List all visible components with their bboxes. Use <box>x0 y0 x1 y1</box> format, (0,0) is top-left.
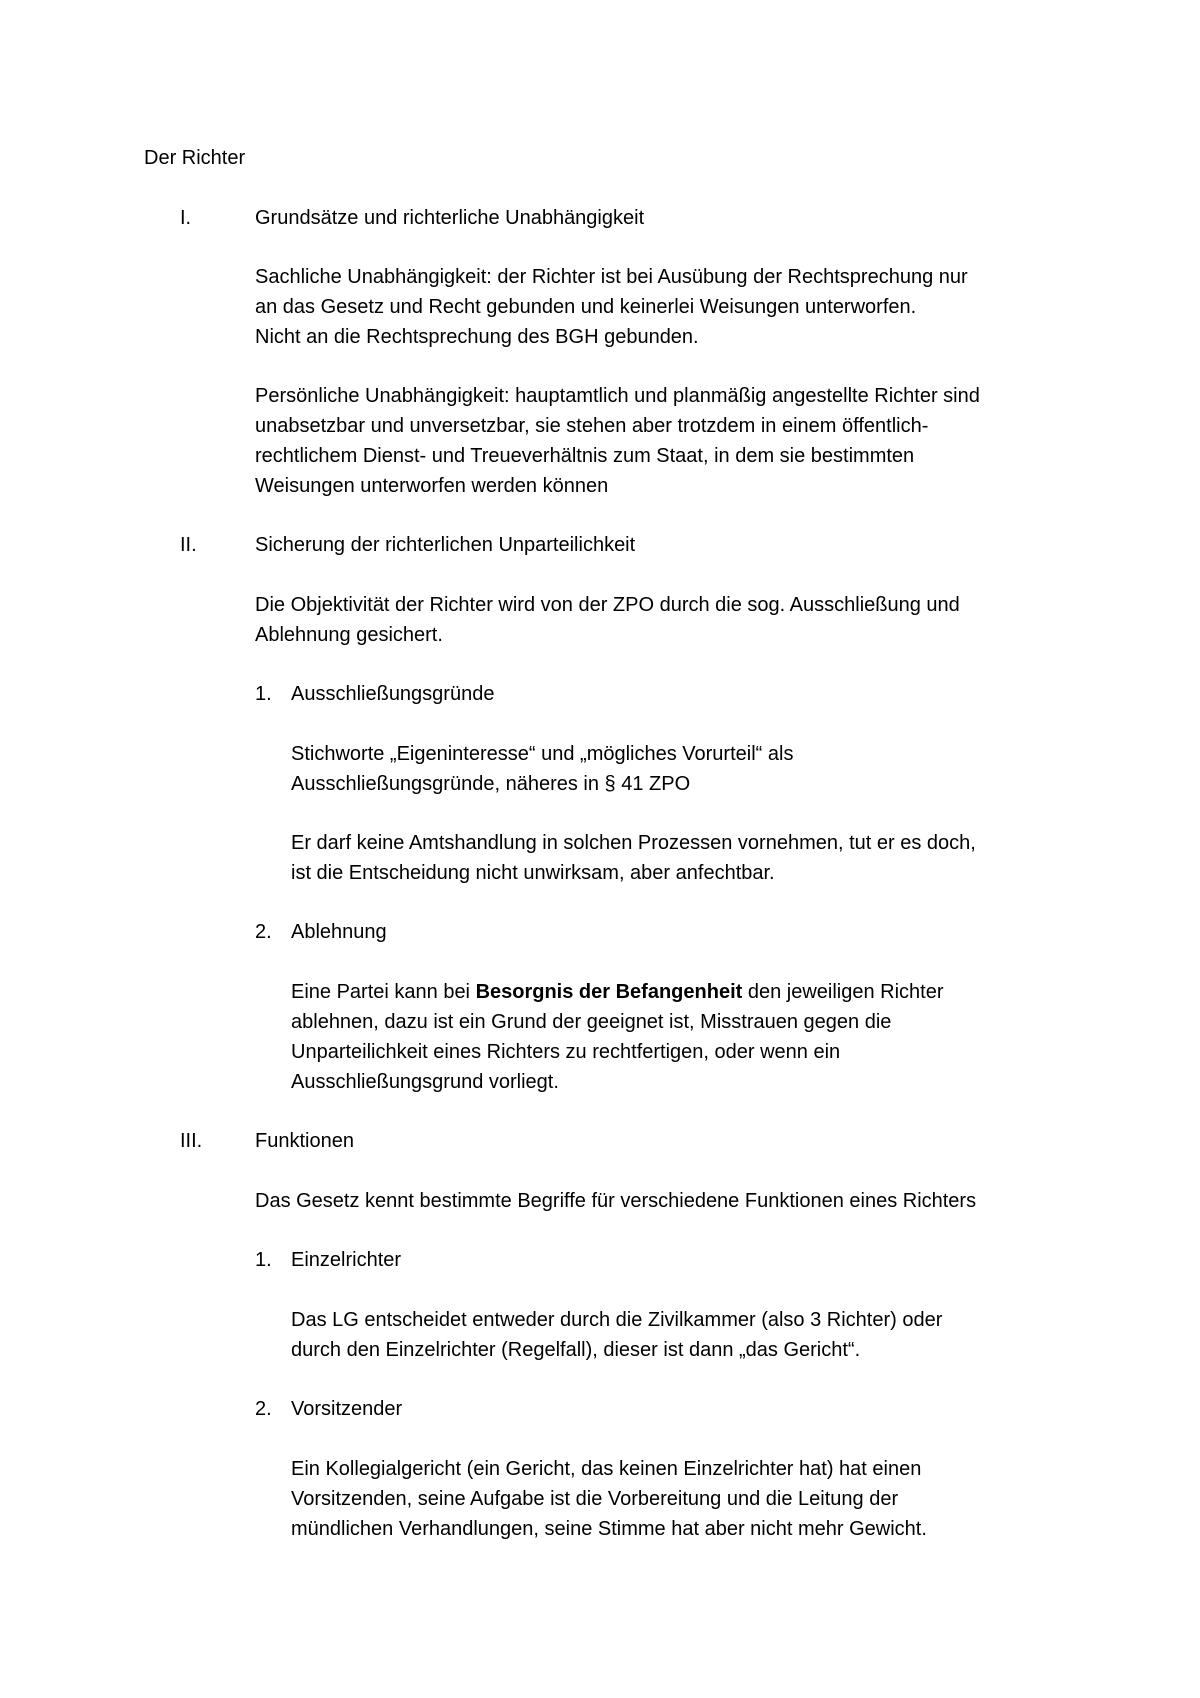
text-run: Eine Partei kann bei <box>291 981 476 1003</box>
paragraph-line: Weisungen unterworfen werden können <box>255 475 609 497</box>
paragraph-line: Das LG entscheidet entweder durch die Zivilkammer (also 3 Richter) oder <box>291 1309 943 1331</box>
paragraph-line: Vorsitzenden, seine Aufgabe ist die Vorbereitung und die Leitung der <box>291 1488 899 1510</box>
paragraph-line: Sachliche Unabhängigkeit: der Richter ist bei Ausübung der Rechtsprechung nur <box>255 266 968 288</box>
section-number: III. <box>180 1130 203 1152</box>
paragraph-line: Ausschließungsgründe, näheres in § 41 ZPO <box>291 773 691 795</box>
section-number: II. <box>180 534 197 556</box>
paragraph-line: Persönliche Unabhängigkeit: hauptamtlich und planmäßig angestellte Richter sind <box>255 385 980 407</box>
paragraph-line: ist die Entscheidung nicht unwirksam, aber anfechtbar. <box>291 862 775 884</box>
subsection-number: 2. <box>255 921 272 943</box>
text-run: den jeweiligen Richter <box>742 981 944 1003</box>
subsection-number: 2. <box>255 1398 272 1420</box>
paragraph-line: Die Objektivität der Richter wird von der ZPO durch die sog. Ausschließung und <box>255 594 960 616</box>
subsection-heading: Vorsitzender <box>291 1398 403 1420</box>
paragraph-line: Das Gesetz kennt bestimmte Begriffe für verschiedene Funktionen eines Richters <box>255 1190 977 1212</box>
paragraph-line: unabsetzbar und unversetzbar, sie stehen aber trotzdem in einem öffentlich- <box>255 415 929 437</box>
paragraph-line: Nicht an die Rechtsprechung des BGH gebunden. <box>255 326 699 348</box>
subsection-number: 1. <box>255 1249 272 1271</box>
bold-text: Besorgnis der Befangenheit <box>475 981 743 1003</box>
paragraph-line: Ausschließungsgrund vorliegt. <box>291 1071 559 1093</box>
paragraph-line: Er darf keine Amtshandlung in solchen Prozessen vornehmen, tut er es doch, <box>291 832 976 854</box>
subsection-number: 1. <box>255 683 272 705</box>
section-heading: Grundsätze und richterliche Unabhängigkeit <box>255 207 645 229</box>
paragraph-line: durch den Einzelrichter (Regelfall), dieser ist dann „das Gericht“. <box>291 1339 861 1361</box>
section-heading: Funktionen <box>255 1130 354 1152</box>
paragraph-line: ablehnen, dazu ist ein Grund der geeignet ist, Misstrauen gegen die <box>291 1011 892 1033</box>
document-title: Der Richter <box>144 147 246 169</box>
section-heading: Sicherung der richterlichen Unparteilichkeit <box>255 534 636 556</box>
paragraph-line: Ablehnung gesichert. <box>255 624 443 646</box>
paragraph-line: Unparteilichkeit eines Richters zu rechtfertigen, oder wenn ein <box>291 1041 841 1063</box>
paragraph-line: Stichworte „Eigeninteresse“ und „mögliches Vorurteil“ als <box>291 743 794 765</box>
section-number: I. <box>180 207 192 229</box>
subsection-heading: Ausschließungsgründe <box>291 683 495 705</box>
paragraph-line: an das Gesetz und Recht gebunden und keinerlei Weisungen unterworfen. <box>255 296 917 318</box>
paragraph-line <box>291 977 944 1007</box>
paragraph-line: mündlichen Verhandlungen, seine Stimme hat aber nicht mehr Gewicht. <box>291 1518 927 1540</box>
paragraph-line: Ein Kollegialgericht (ein Gericht, das keinen Einzelrichter hat) hat einen <box>291 1458 922 1480</box>
subsection-heading: Einzelrichter <box>291 1249 402 1271</box>
paragraph-line: rechtlichem Dienst- und Treueverhältnis zum Staat, in dem sie bestimmten <box>255 445 915 467</box>
subsection-heading: Ablehnung <box>291 921 387 943</box>
